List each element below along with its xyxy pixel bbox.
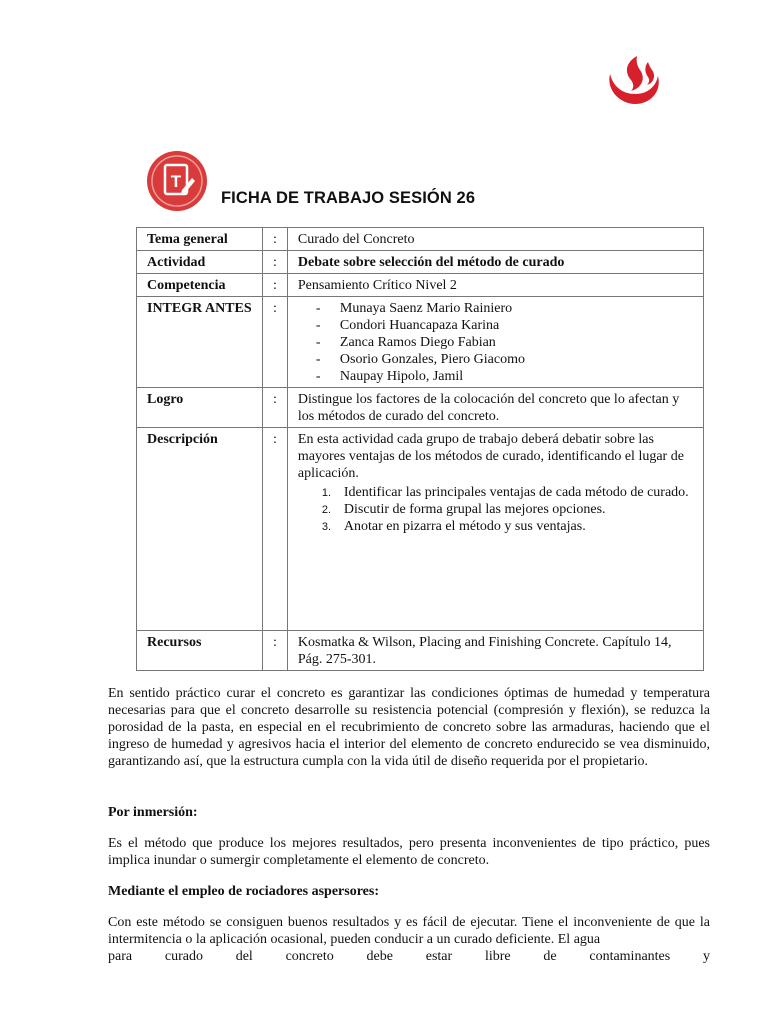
list-item xyxy=(298,484,693,501)
list-item xyxy=(298,518,693,535)
list-item: - Naupay Hipolo, Jamil xyxy=(298,368,693,385)
row-value: Debate sobre selección del método de curado xyxy=(287,251,703,274)
table-row xyxy=(137,297,704,388)
list-item: - Osorio Gonzales, Piero Giacomo xyxy=(298,351,693,368)
description-cell xyxy=(287,428,703,631)
row-separator: : xyxy=(263,297,288,388)
row-separator: : xyxy=(263,388,288,428)
svg-text:T: T xyxy=(170,172,182,191)
row-label: Recursos xyxy=(137,631,263,671)
row-separator: : xyxy=(263,251,288,274)
table-row xyxy=(137,428,704,631)
step-text: Anotar en pizarra el método y sus ventajas. xyxy=(343,519,586,534)
step-number: 3. xyxy=(321,521,332,533)
table-row xyxy=(137,251,704,274)
table-row xyxy=(137,631,704,671)
section-heading: Mediante el empleo de rociadores aspersores: xyxy=(108,884,380,899)
row-label: Competencia xyxy=(137,274,263,297)
members-cell xyxy=(287,297,703,388)
row-label: Actividad xyxy=(137,251,263,274)
list-item: - Munaya Saenz Mario Rainiero xyxy=(298,300,693,317)
document-t-icon xyxy=(146,150,208,212)
row-separator: : xyxy=(263,228,288,251)
row-separator: : xyxy=(263,274,288,297)
row-separator: : xyxy=(263,428,288,631)
table-row xyxy=(137,388,704,428)
row-value: Curado del Concreto xyxy=(287,228,703,251)
table-row xyxy=(137,228,704,251)
step-number: 2. xyxy=(321,504,332,516)
list-item xyxy=(298,501,693,518)
row-value: Pensamiento Crítico Nivel 2 xyxy=(287,274,703,297)
body-paragraph-continued: para curado del concreto debe estar libre de contaminantes y xyxy=(108,949,710,964)
row-label: Tema general xyxy=(137,228,263,251)
steps-list xyxy=(298,484,693,535)
university-flame-logo-icon xyxy=(604,54,664,106)
page-title: FICHA DE TRABAJO SESIÓN 26 xyxy=(221,189,476,207)
step-text: Discutir de forma grupal las mejores opciones. xyxy=(343,502,606,517)
description-text: En esta actividad cada grupo de trabajo deberá debatir sobre las mayores ventajas de los métodos de curado, identificando el lugar de aplicación. xyxy=(297,432,684,481)
row-value: Distingue los factores de la colocación del concreto que lo afectan y los métodos de curado del concreto. xyxy=(287,388,703,428)
row-label: Descripción xyxy=(137,428,263,631)
members-list xyxy=(298,300,693,385)
list-item: - Condori Huancapaza Karina xyxy=(298,317,693,334)
table-row xyxy=(137,274,704,297)
list-item: - Zanca Ramos Diego Fabian xyxy=(298,334,693,351)
body-paragraph: Es el método que produce los mejores resultados, pero presenta inconvenientes de tipo práctico, pues implica inundar o sumergir completamente el elemento de concreto. xyxy=(108,836,710,868)
row-label: INTEGR ANTES xyxy=(137,297,263,388)
intro-paragraph: En sentido práctico curar el concreto es garantizar las condiciones óptimas de humedad y temperatura necesarias para que el concreto desarrolle su resistencia potencial (compresión y flexión), se reduzca la porosidad de la pasta, en especial en el recubrimiento de concreto sobre las armaduras, haciendo que el ingreso de humedad y agresivos hacia el interior del elemento de concreto endurecido se vea disminuido, garantizando así, que la estructura cumpla con la vida útil de diseño requerida por el propietario. xyxy=(108,686,710,769)
body-paragraph: Con este método se consiguen buenos resultados y es fácil de ejecutar. Tiene el inconveniente de que la intermitencia o la aplicación ocasional, pueden conducir a un curado deficiente. El agua xyxy=(108,915,710,947)
session-info-table xyxy=(136,227,704,671)
step-number: 1. xyxy=(321,487,332,499)
section-heading: Por inmersión: xyxy=(108,805,198,820)
row-label: Logro xyxy=(137,388,263,428)
row-separator: : xyxy=(263,631,288,671)
step-text: Identificar las principales ventajas de cada método de curado. xyxy=(343,485,689,500)
row-value: Kosmatka & Wilson, Placing and Finishing Concrete. Capítulo 14, Pág. 275-301. xyxy=(287,631,703,671)
